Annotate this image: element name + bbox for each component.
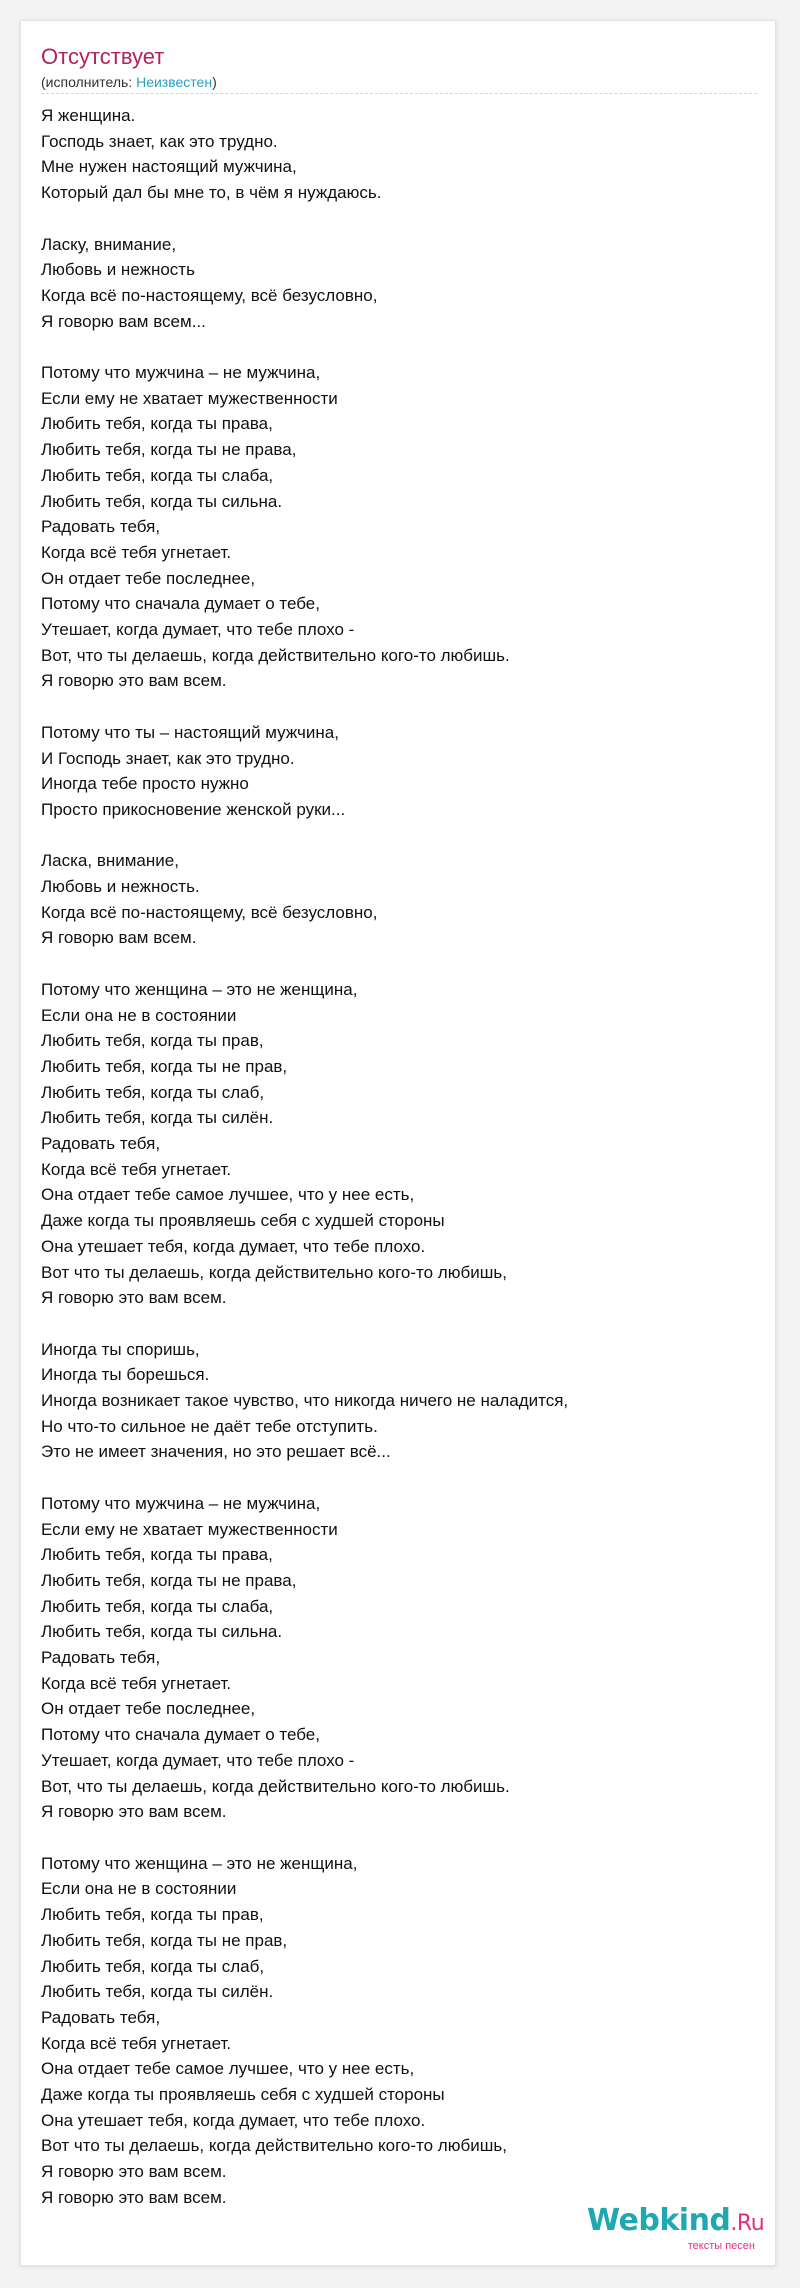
lyrics-line: Иногда возникает такое чувство, что никогда ничего не наладится, [41,1391,569,1411]
lyrics-line: И Господь знает, как это трудно. [41,748,295,768]
lyrics-line: Любить тебя, когда ты не права, [41,440,297,460]
artist-prefix: (исполнитель: [41,74,137,90]
lyrics-line: Я говорю это вам всем. [41,671,227,691]
lyrics-line: Любить тебя, когда ты права, [41,414,273,434]
lyrics-line: Утешает, когда думает, что тебе плохо - [41,620,355,640]
lyrics-line: Иногда ты борешься. [41,1365,210,1385]
lyrics-line: Даже когда ты проявляешь себя с худшей стороны [41,2085,445,2105]
lyrics-line: Когда всё тебя угнетает. [41,1159,232,1179]
lyrics-line: Вот, что ты делаешь, когда действительно кого-то любишь. [41,645,510,665]
lyrics-line: Любовь и нежность. [41,877,200,897]
lyrics-line: Радовать тебя, [41,517,161,537]
lyrics-line: Любить тебя, когда ты не прав, [41,1056,288,1076]
lyrics-line: Любить тебя, когда ты прав, [41,1031,264,1051]
lyrics-line: Мне нужен настоящий мужчина, [41,157,297,177]
song-title: Отсутствует [41,44,165,69]
lyrics-stanza [41,232,759,335]
lyrics-line: Когда всё тебя угнетает. [41,2033,232,2053]
lyrics-line: Даже когда ты проявляешь себя с худшей стороны [41,1211,445,1231]
logo-wordmark [587,2203,765,2240]
lyrics-line: Я говорю это вам всем. [41,1802,227,1822]
lyrics-line: Я говорю это вам всем. [41,2162,227,2182]
lyrics-stanza [41,720,759,823]
lyrics-line: Когда всё по-настоящему, всё безусловно, [41,902,378,922]
lyrics-line: Потому что сначала думает о тебе, [41,594,320,614]
lyrics-line: Любить тебя, когда ты слаб, [41,1956,265,1976]
lyrics-line: Но что-то сильное не даёт тебе отступить. [41,1416,378,1436]
lyrics-line: Потому что женщина – это не женщина, [41,979,358,999]
lyrics-line: Любить тебя, когда ты слаб, [41,1082,265,1102]
lyrics-stanza [41,103,759,206]
lyrics-line: Если она не в состоянии [41,1005,237,1025]
lyrics-line: Иногда тебе просто нужно [41,774,249,794]
lyrics-line: Любить тебя, когда ты прав, [41,1905,264,1925]
lyrics-line: Иногда ты споришь, [41,1339,200,1359]
lyrics-line: Любить тебя, когда ты не прав, [41,1930,288,1950]
lyrics-line: Любить тебя, когда ты силён. [41,1108,274,1128]
lyrics-line: Я говорю вам всем. [41,928,197,948]
lyrics-line: Вот что ты делаешь, когда действительно кого-то любишь, [41,1262,507,1282]
lyrics-line: Она отдает тебе самое лучшее, что у нее есть, [41,1185,415,1205]
lyrics-line: Потому что женщина – это не женщина, [41,1853,358,1873]
lyrics-line: Любить тебя, когда ты права, [41,1545,273,1565]
lyrics-line: Я женщина. [41,106,136,125]
lyrics-line: Потому что сначала думает о тебе, [41,1725,320,1745]
lyrics-line: Она утешает тебя, когда думает, что тебе плохо. [41,2110,426,2130]
logo-ru-text: .Ru [730,2211,765,2236]
lyrics-text [41,103,759,2211]
lyrics-line: Любить тебя, когда ты сильна. [41,1622,283,1642]
logo-tagline: тексты песен [687,2240,755,2252]
lyrics-line: Это не имеет значения, но это решает всё... [41,1442,391,1462]
lyrics-line: Я говорю это вам всем. [41,2187,227,2207]
lyrics-line: Господь знает, как это трудно. [41,131,278,151]
lyrics-line: Радовать тебя, [41,2007,161,2027]
lyrics-line: Потому что мужчина – не мужчина, [41,363,321,382]
lyrics-card [20,20,776,2266]
lyrics-line: Если она не в состоянии [41,1879,237,1899]
lyrics-line: Если ему не хватает мужественности [41,388,338,408]
lyrics-stanza [41,1337,759,1466]
lyrics-stanza [41,977,759,1311]
lyrics-line: Я говорю вам всем... [41,311,206,331]
lyrics-line: Вот, что ты делаешь, когда действительно кого-то любишь. [41,1776,510,1796]
lyrics-line: Когда всё тебя угнетает. [41,542,232,562]
lyrics-line: Когда всё тебя угнетает. [41,1673,232,1693]
artist-suffix: ) [212,74,217,90]
artist-link[interactable]: Неизвестен [136,74,213,90]
song-header [41,43,759,91]
lyrics-line: Потому что ты – настоящий мужчина, [41,722,339,742]
lyrics-stanza [41,1851,759,2211]
lyrics-stanza [41,848,759,951]
lyrics-stanza [41,360,759,694]
lyrics-line: Любить тебя, когда ты слаба, [41,465,274,485]
lyrics-line: Любить тебя, когда ты сильна. [41,491,283,511]
lyrics-line: Любить тебя, когда ты слаба, [41,1596,274,1616]
artist-line [41,73,759,91]
lyrics-line: Ласка, внимание, [41,851,179,871]
lyrics-line: Он отдает тебе последнее, [41,568,256,588]
lyrics-line: Вот что ты делаешь, когда действительно кого-то любишь, [41,2136,507,2156]
lyrics-line: Утешает, когда думает, что тебе плохо - [41,1750,355,1770]
lyrics-line: Любить тебя, когда ты не права, [41,1570,297,1590]
lyrics-line: Любить тебя, когда ты силён. [41,1982,274,2002]
lyrics-line: Радовать тебя, [41,1134,161,1154]
lyrics-line: Радовать тебя, [41,1648,161,1668]
logo-web-text: Webkind [587,2203,731,2238]
lyrics-line: Она утешает тебя, когда думает, что тебе плохо. [41,1236,426,1256]
lyrics-line: Когда всё по-настоящему, всё безусловно, [41,285,378,305]
lyrics-line: Я говорю это вам всем. [41,1288,227,1308]
lyrics-stanza [41,1491,759,1825]
lyrics-line: Если ему не хватает мужественности [41,1519,338,1539]
lyrics-line: Она отдает тебе самое лучшее, что у нее есть, [41,2059,415,2079]
lyrics-line: Он отдает тебе последнее, [41,1699,256,1719]
lyrics-line: Ласку, внимание, [41,234,177,254]
lyrics-line: Который дал бы мне то, в чём я нуждаюсь. [41,183,382,203]
header-divider [41,93,757,94]
webkind-logo[interactable] [587,2203,765,2252]
lyrics-line: Любовь и нежность [41,260,195,280]
lyrics-line: Просто прикосновение женской руки... [41,799,346,819]
lyrics-line: Потому что мужчина – не мужчина, [41,1493,321,1513]
